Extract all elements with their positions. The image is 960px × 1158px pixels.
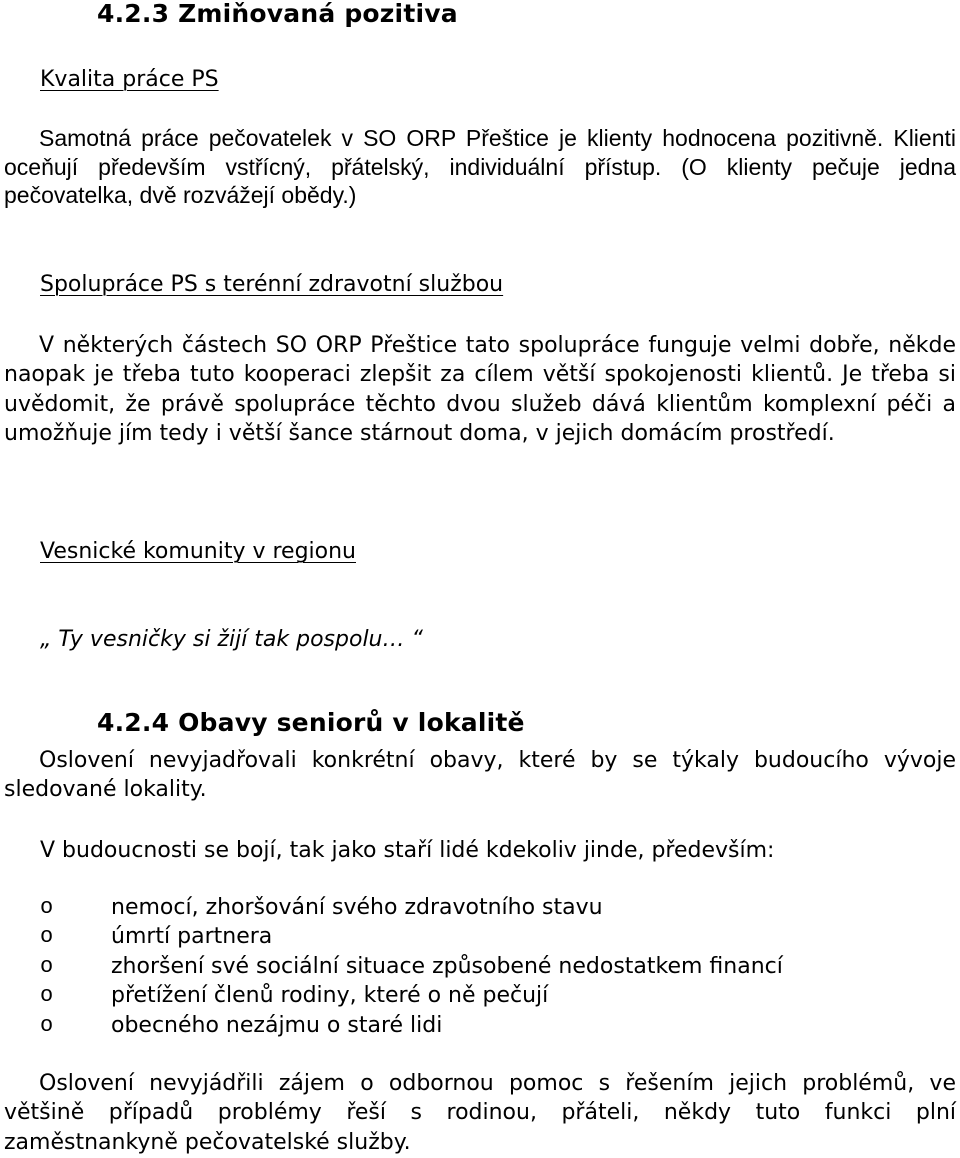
section-heading-4-2-3: 4.2.3 Zmiňovaná pozitiva <box>97 0 458 28</box>
bullet-marker: o <box>40 924 54 950</box>
paragraph-kvalita-prace-text: Samotná práce pečovatelek v SO ORP Přeštice je klienty hodnocena pozitivně. Klienti oceňují především vstřícný, přátelský, individuální přístup. (O klienty pečuje jedna pečovatelka, dvě rozvážejí obědy.) <box>4 125 956 208</box>
list-item <box>40 952 940 981</box>
list-item-text: zhoršení své sociální situace způsobené nedostatkem financí <box>111 953 783 979</box>
list-item-text: nemocí, zhoršování svého zdravotního stavu <box>111 895 603 920</box>
subheading-vesnicke-komunity: Vesnické komunity v regionu <box>40 539 356 564</box>
paragraph-obavy-lead: V budoucnosti se bojí, tak jako staří lidé kdekoliv jinde, především: <box>40 838 775 863</box>
paragraph-obavy-intro-text: Oslovení nevyjadřovali konkrétní obavy, které by se týkaly budoucího vývoje sledované lokality. <box>4 748 956 803</box>
bullet-marker: o <box>40 983 54 1009</box>
paragraph-obavy-closing-text: Oslovení nevyjádřili zájem o odbornou pomoc s řešením jejich problémů, ve většině případů problémy řeší s rodinou, přáteli, někdy tuto funkci plní zaměstnankyně pečovatelské služby. <box>4 1071 956 1155</box>
list-item <box>40 1011 940 1040</box>
quote-vesnicky: „ Ty vesničky si žijí tak pospolu… “ <box>40 627 423 652</box>
fears-list <box>40 893 940 1040</box>
bullet-marker: o <box>40 1012 54 1038</box>
paragraph-spoluprace-text: V některých částech SO ORP Přeštice tato spolupráce funguje velmi dobře, někde naopak je třeba tuto kooperaci zlepšit za cílem větší spokojenosti klientů. Je třeba si uvědomit, že právě spolupráce těchto dvou služeb dává klientům komplexní péči a umožňuje jím tedy i větší šance stárnout doma, v jejich domácím prostředí. <box>4 333 956 447</box>
list-item-text: přetížení členů rodiny, které o ně pečují <box>111 983 549 1009</box>
paragraph-kvalita-prace <box>4 124 956 210</box>
subheading-spoluprace: Spolupráce PS s terénní zdravotní službou <box>40 272 504 297</box>
subheading-kvalita-prace: Kvalita práce PS <box>40 67 219 92</box>
section-heading-4-2-4: 4.2.4 Obavy seniorů v lokalitě <box>97 708 525 737</box>
paragraph-spoluprace <box>4 331 956 449</box>
list-item <box>40 981 940 1010</box>
bullet-marker: o <box>40 953 54 979</box>
list-item-text: úmrtí partnera <box>111 924 273 950</box>
list-item <box>40 893 940 922</box>
list-item-text: obecného nezájmu o staré lidi <box>111 1012 443 1038</box>
paragraph-obavy-intro <box>4 746 956 805</box>
list-item <box>40 922 940 951</box>
bullet-marker: o <box>40 895 54 920</box>
paragraph-obavy-closing <box>4 1069 956 1157</box>
